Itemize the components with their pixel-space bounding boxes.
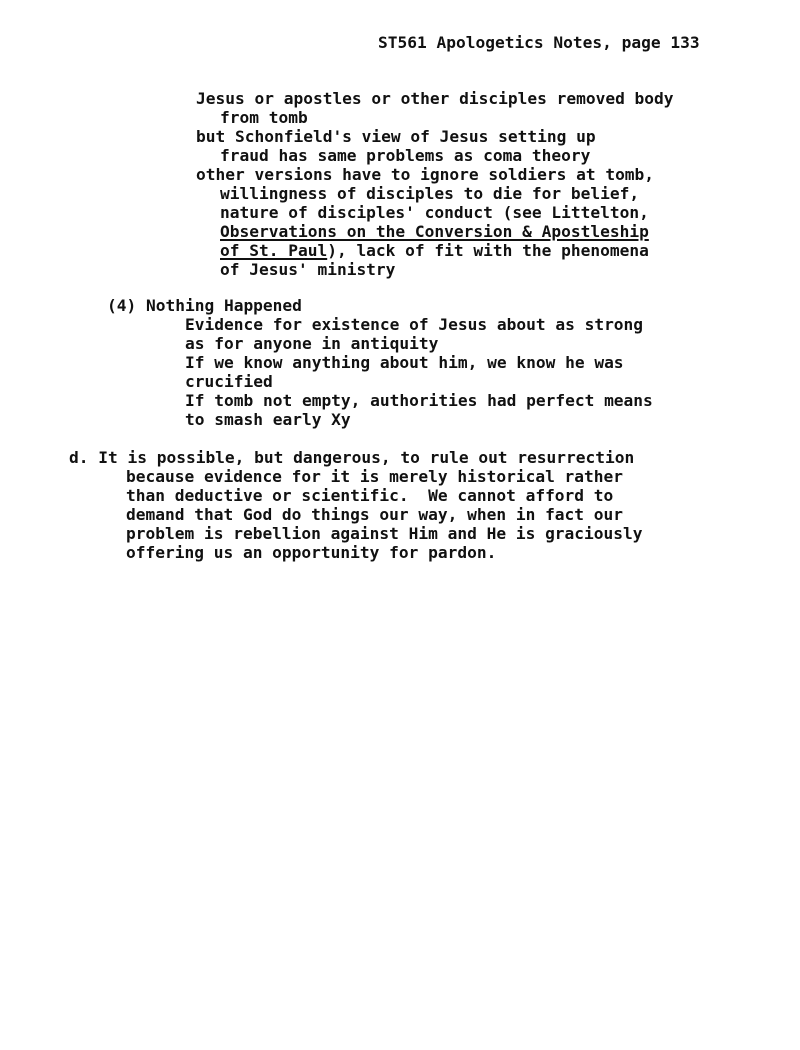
text-line: offering us an opportunity for pardon. bbox=[126, 543, 497, 562]
book-title-underlined: Observations on the Conversion & Apostleship bbox=[220, 222, 649, 241]
text-line: If tomb not empty, authorities had perfect means bbox=[185, 391, 653, 410]
text-line: If we know anything about him, we know he was bbox=[185, 353, 624, 372]
text-line: but Schonfield's view of Jesus setting up bbox=[196, 127, 596, 146]
text-line: willingness of disciples to die for belief, bbox=[220, 184, 640, 203]
section-heading: (4) Nothing Happened bbox=[107, 296, 302, 315]
page-header: ST561 Apologetics Notes, page 133 bbox=[378, 33, 700, 52]
text-line: as for anyone in antiquity bbox=[185, 334, 439, 353]
text-fragment: ), lack of fit with the phenomena bbox=[327, 241, 649, 260]
text-line: demand that God do things our way, when in fact our bbox=[126, 505, 624, 524]
text-line: problem is rebellion against Him and He is graciously bbox=[126, 524, 643, 543]
text-line: nature of disciples' conduct (see Littelton, bbox=[220, 203, 649, 222]
text-line: other versions have to ignore soldiers at tomb, bbox=[196, 165, 655, 184]
text-line: because evidence for it is merely historical rather bbox=[126, 467, 624, 486]
text-line: fraud has same problems as coma theory bbox=[220, 146, 591, 165]
text-line: from tomb bbox=[220, 108, 308, 127]
text-line: to smash early Xy bbox=[185, 410, 351, 429]
text-line: of Jesus' ministry bbox=[220, 260, 396, 279]
text-line bbox=[220, 241, 649, 260]
text-line: crucified bbox=[185, 372, 273, 391]
text-line: Evidence for existence of Jesus about as strong bbox=[185, 315, 644, 334]
text-line: Jesus or apostles or other disciples removed body bbox=[196, 89, 674, 108]
book-title-underlined: of St. Paul bbox=[220, 241, 328, 260]
text-line: than deductive or scientific. We cannot afford to bbox=[126, 486, 614, 505]
point-d-line: d. It is possible, but dangerous, to rule out resurrection bbox=[69, 448, 635, 467]
